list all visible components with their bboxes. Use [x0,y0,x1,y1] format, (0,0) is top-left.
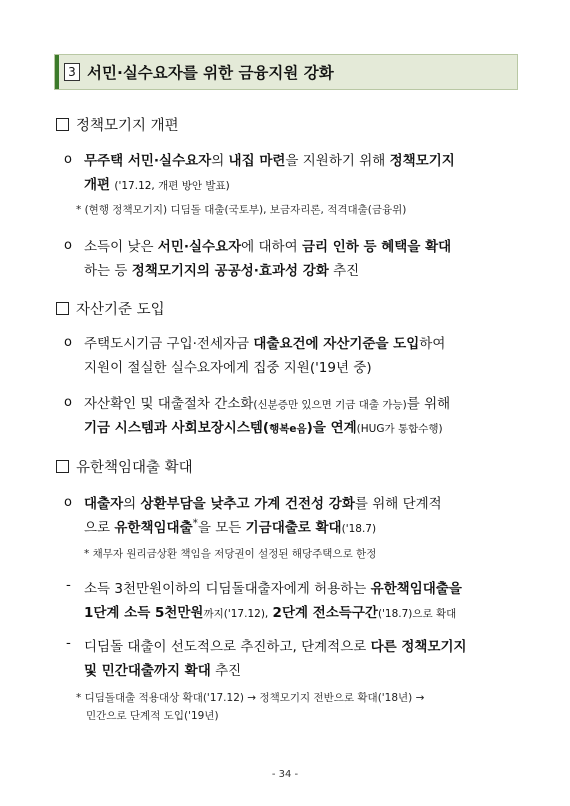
bullet-circle: ο [64,152,72,167]
paragraph-line: 자산확인 및 대출절차 간소화(신분증만 있으면 기금 대출 가능)를 위해 [84,396,451,412]
paragraph-line: 하는 등 정책모기지의 공공성·효과성 강화 추진 [84,263,360,279]
paragraph-line: 개편 ('17.12, 개편 방안 발표) [84,177,230,193]
footnote: * 디딤돌대출 적용대상 확대('17.12) → 정책모기지 전반으로 확대('18년) → [76,692,425,704]
paragraph-line: 디딤돌 대출이 선도적으로 추진하고, 단계적으로 다른 정책모기지 [84,639,467,655]
footnote: * (현행 정책모기지) 디딤돌 대출(국토부), 보금자리론, 적격대출(금융위) [76,204,407,216]
paragraph-line: 소득이 낮은 서민·실수요자에 대하여 금리 인하 등 혜택을 확대 [84,239,452,255]
section-number: 3 [64,63,80,81]
section-title-box [54,54,518,90]
heading-limited-liability-loan: 유한책임대출 확대 [56,456,193,477]
page-number: - 34 - [271,769,299,780]
bullet-circle: ο [64,395,72,410]
bullet-dash: - [66,577,71,593]
paragraph-line: 및 민간대출까지 확대 추진 [84,663,242,679]
paragraph-line: 대출자의 상환부담을 낮추고 가계 건전성 강화를 위해 단계적 [84,496,442,512]
paragraph-line: 주택도시기금 구입·전세자금 대출요건에 자산기준을 도입하여 [84,336,446,352]
bullet-circle: ο [64,335,72,350]
footnote: * 채무자 원리금상환 책임을 저당권이 설정된 해당주택으로 한정 [84,548,377,560]
bullet-circle: ο [64,495,72,510]
paragraph-line: 무주택 서민·실수요자의 내집 마련을 지원하기 위해 정책모기지 [84,153,455,169]
checkbox-square-icon [56,118,69,131]
paragraph-line: 으로 유한책임대출*을 모든 기금대출로 확대('18.7) [84,517,377,536]
paragraph-line: 기금 시스템과 사회보장시스템(행복e음)을 연계(HUG가 통합수행) [84,420,443,436]
paragraph-line: 소득 3천만원이하의 디딤돌대출자에게 허용하는 유한책임대출을 [84,581,462,597]
bullet-dash: - [66,635,71,651]
bullet-circle: ο [64,238,72,253]
checkbox-square-icon [56,460,69,473]
paragraph-line: 1단계 소득 5천만원까지('17.12), 2단계 전소득구간('18.7)으로 확대 [84,605,457,621]
footnote-continued: 민간으로 단계적 도입('19년) [86,710,219,722]
checkbox-square-icon [56,302,69,315]
section-title: 서민·실수요자를 위한 금융지원 강화 [87,64,334,82]
heading-asset-criteria: 자산기준 도입 [56,298,165,319]
paragraph-line: 지원이 절실한 실수요자에게 집중 지원('19년 중) [84,360,372,376]
heading-policy-mortgage: 정책모기지 개편 [56,114,179,135]
